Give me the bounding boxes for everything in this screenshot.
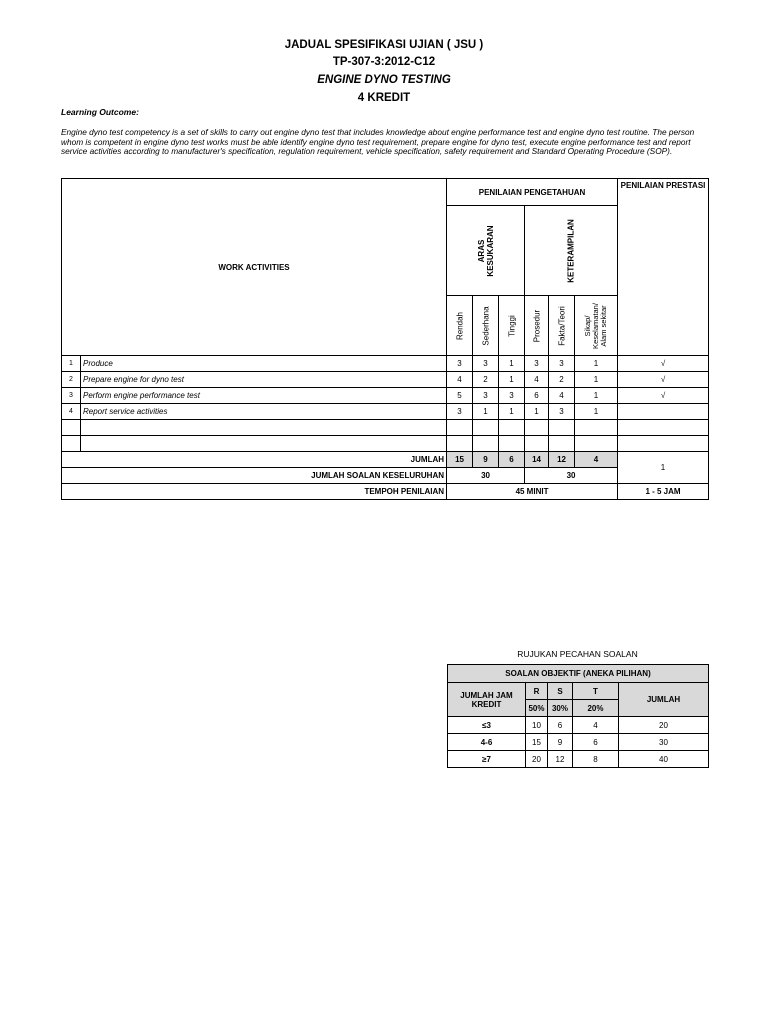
r-cell: 15 bbox=[526, 734, 548, 751]
prestasi-check: √ bbox=[618, 356, 709, 372]
r-percent: 50% bbox=[526, 700, 548, 717]
penilaian-pengetahuan-header: PENILAIAN PENGETAHUAN bbox=[447, 179, 618, 206]
sub-header-tinggi: Tinggi bbox=[499, 296, 525, 356]
s-header: S bbox=[548, 683, 573, 700]
value-cell: 1 bbox=[575, 404, 618, 420]
jumlah-jam-kredit-header: JUMLAH JAM KREDIT bbox=[448, 683, 526, 717]
reference-table bbox=[447, 664, 709, 768]
value-cell: 3 bbox=[499, 388, 525, 404]
value-cell: 3 bbox=[549, 404, 575, 420]
aras-kesukaran-header: ARAS KESUKARAN bbox=[447, 206, 525, 296]
kredit-cell: ≤3 bbox=[448, 717, 526, 734]
tempoh-pengetahuan: 45 MINIT bbox=[447, 484, 618, 500]
specification-table bbox=[61, 178, 709, 500]
jumlah-label: JUMLAH bbox=[62, 452, 447, 468]
sub-header-sederhana: Sederhana bbox=[473, 296, 499, 356]
tempoh-prestasi: 1 - 5 JAM bbox=[618, 484, 709, 500]
value-cell: 4 bbox=[549, 388, 575, 404]
jumlah-value: 4 bbox=[575, 452, 618, 468]
prestasi-check: √ bbox=[618, 388, 709, 404]
jumlah-row bbox=[62, 452, 709, 468]
jumlah-cell: 20 bbox=[619, 717, 709, 734]
row-number: 2 bbox=[62, 372, 81, 388]
t-cell: 6 bbox=[573, 734, 619, 751]
row-number: 4 bbox=[62, 404, 81, 420]
jumlah-value: 15 bbox=[447, 452, 473, 468]
prestasi-check: √ bbox=[618, 372, 709, 388]
t-header: T bbox=[573, 683, 619, 700]
t-cell: 8 bbox=[573, 751, 619, 768]
table-row bbox=[62, 388, 709, 404]
activity-name: Prepare engine for dyno test bbox=[81, 372, 447, 388]
jumlah-soalan-keterampilan: 30 bbox=[525, 468, 618, 484]
reference-title: RUJUKAN PECAHAN SOALAN bbox=[517, 649, 638, 659]
table-row bbox=[448, 734, 709, 751]
sub-header-prosedur: Prosedur bbox=[525, 296, 549, 356]
jumlah-cell: 40 bbox=[619, 751, 709, 768]
value-cell: 1 bbox=[499, 356, 525, 372]
value-cell: 1 bbox=[575, 372, 618, 388]
r-cell: 20 bbox=[526, 751, 548, 768]
kredit-cell: 4-6 bbox=[448, 734, 526, 751]
value-cell: 5 bbox=[447, 388, 473, 404]
value-cell: 3 bbox=[473, 356, 499, 372]
jumlah-soalan-label: JUMLAH SOALAN KESELURUHAN bbox=[62, 468, 447, 484]
jumlah-value: 14 bbox=[525, 452, 549, 468]
jumlah-header: JUMLAH bbox=[619, 683, 709, 717]
s-cell: 12 bbox=[548, 751, 573, 768]
course-code: TP-307-3:2012-C12 bbox=[332, 56, 436, 68]
learning-outcome-text: Engine dyno test competency is a set of skills to carry out engine dyno test that includes knowledge about engine performance test and engine dyno test routine. The person whom is competent in engine dyno test works must be able identify engine dyno test requirement, prepare engine for dyno test, execute engine performance test and report service activities according to manufacturer's specification, regulation requirement, vehicle specification, safety requirement and Standard Operating Procedure (SOP). bbox=[61, 127, 695, 157]
r-header: R bbox=[526, 683, 548, 700]
work-activities-header: WORK ACTIVITIES bbox=[62, 179, 447, 356]
penilaian-prestasi-header: PENILAIAN PRESTASI bbox=[618, 179, 709, 356]
value-cell: 1 bbox=[499, 372, 525, 388]
value-cell: 2 bbox=[473, 372, 499, 388]
activity-name: Report service activities bbox=[81, 404, 447, 420]
value-cell: 3 bbox=[473, 388, 499, 404]
value-cell: 4 bbox=[525, 372, 549, 388]
value-cell: 3 bbox=[447, 356, 473, 372]
value-cell: 3 bbox=[447, 404, 473, 420]
kredit-cell: ≥7 bbox=[448, 751, 526, 768]
s-cell: 6 bbox=[548, 717, 573, 734]
prestasi-total: 1 bbox=[618, 452, 709, 484]
table-row bbox=[62, 356, 709, 372]
table-row bbox=[62, 372, 709, 388]
credit-value: 4 KREDIT bbox=[357, 92, 411, 104]
value-cell: 3 bbox=[549, 356, 575, 372]
sub-header-sikap: Sikap/ Keselamatan/ Alam sekitar bbox=[575, 296, 618, 356]
value-cell: 1 bbox=[525, 404, 549, 420]
table-row bbox=[448, 751, 709, 768]
sub-header-rendah: Rendah bbox=[447, 296, 473, 356]
row-number: 3 bbox=[62, 388, 81, 404]
tempoh-label: TEMPOH PENILAIAN bbox=[62, 484, 447, 500]
s-percent: 30% bbox=[548, 700, 573, 717]
activity-name: Perform engine performance test bbox=[81, 388, 447, 404]
jumlah-soalan-row bbox=[62, 468, 709, 484]
table-row bbox=[62, 404, 709, 420]
value-cell: 4 bbox=[447, 372, 473, 388]
value-cell: 1 bbox=[499, 404, 525, 420]
value-cell: 3 bbox=[525, 356, 549, 372]
document-title: JADUAL SPESIFIKASI UJIAN ( JSU ) bbox=[284, 39, 484, 51]
value-cell: 2 bbox=[549, 372, 575, 388]
value-cell: 6 bbox=[525, 388, 549, 404]
learning-outcome-label: Learning Outcome: bbox=[61, 107, 139, 117]
course-subject: ENGINE DYNO TESTING bbox=[317, 74, 451, 86]
table-row bbox=[448, 717, 709, 734]
value-cell: 1 bbox=[575, 388, 618, 404]
value-cell: 1 bbox=[473, 404, 499, 420]
jumlah-value: 9 bbox=[473, 452, 499, 468]
activity-name: Produce bbox=[81, 356, 447, 372]
empty-row bbox=[62, 436, 709, 452]
jumlah-cell: 30 bbox=[619, 734, 709, 751]
jumlah-value: 12 bbox=[549, 452, 575, 468]
keterampilan-header: KETERAMPILAN bbox=[525, 206, 618, 296]
t-cell: 4 bbox=[573, 717, 619, 734]
r-cell: 10 bbox=[526, 717, 548, 734]
jumlah-value: 6 bbox=[499, 452, 525, 468]
objektif-header: SOALAN OBJEKTIF (ANEKA PILIHAN) bbox=[448, 665, 709, 683]
value-cell: 1 bbox=[575, 356, 618, 372]
row-number: 1 bbox=[62, 356, 81, 372]
jumlah-soalan-aras: 30 bbox=[447, 468, 525, 484]
tempoh-row bbox=[62, 484, 709, 500]
s-cell: 9 bbox=[548, 734, 573, 751]
sub-header-fakta-teori: Fakta/Teori bbox=[549, 296, 575, 356]
t-percent: 20% bbox=[573, 700, 619, 717]
empty-row bbox=[62, 420, 709, 436]
prestasi-check bbox=[618, 404, 709, 420]
